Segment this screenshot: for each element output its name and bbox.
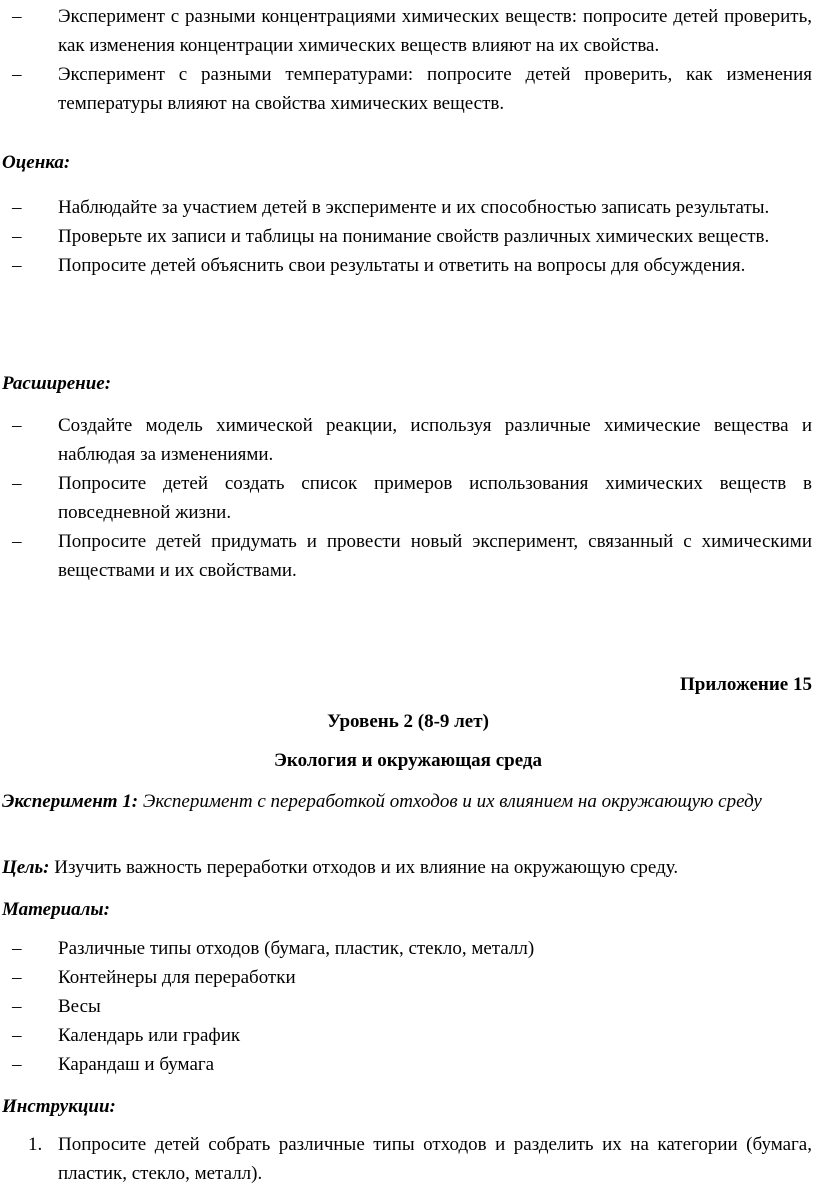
list-item-text: Весы (58, 996, 101, 1017)
list-item-text: Эксперимент с разными концентрациями химических веществ: попросите детей проверить, как изменения концентрации химических веществ влияют на их свойства. (58, 6, 812, 56)
goal-text: Изучить важность переработки отходов и их влияние на окружающую среду. (54, 857, 679, 878)
experiment-title: Эксперимент с переработкой отходов и их влиянием на окружающую среду (142, 791, 762, 812)
list-item (0, 1021, 816, 1050)
list-item (0, 992, 816, 1021)
list-item (0, 222, 816, 251)
dash-marker: – (12, 226, 22, 247)
instructions-heading: Инструкции: (2, 1096, 116, 1117)
dash-marker: – (12, 938, 22, 959)
list-item-text: Контейнеры для переработки (58, 967, 296, 988)
dash-marker: – (12, 64, 22, 85)
list-item (0, 251, 816, 280)
list-item (0, 469, 816, 527)
materials-heading: Материалы: (2, 899, 110, 920)
list-item (0, 2, 816, 60)
list-item-text: Попросите детей объяснить свои результаты и ответить на вопросы для обсуждения. (58, 255, 746, 276)
dash-marker: – (12, 255, 22, 276)
dash-marker: – (12, 473, 22, 494)
dash-marker: – (12, 996, 22, 1017)
list-item-text: Различные типы отходов (бумага, пластик, стекло, металл) (58, 938, 535, 959)
dash-marker: – (12, 531, 22, 552)
experiment-label: Эксперимент 1: (2, 791, 139, 812)
experiment-line (0, 787, 816, 816)
list-item-text: Проверьте их записи и таблицы на понимание свойств различных химических веществ. (58, 226, 770, 247)
dash-marker: – (12, 6, 22, 27)
dash-marker: – (12, 415, 22, 436)
list-item (0, 193, 816, 222)
list-number: 1. (28, 1134, 43, 1155)
topic-title: Экология и окружающая среда (274, 750, 542, 771)
goal-label: Цель: (2, 857, 50, 878)
top-list (0, 2, 816, 118)
dash-marker: – (12, 967, 22, 988)
goal-line (0, 853, 816, 882)
list-item-text: Создайте модель химической реакции, используя различные химические вещества и наблюдая за изменениями. (58, 415, 812, 465)
list-item (0, 411, 816, 469)
materials-list (0, 934, 816, 1079)
extension-list (0, 411, 816, 585)
list-item-text: Попросите детей собрать различные типы отходов и разделить их на категории (бумага, пластик, стекло, металл). (58, 1134, 812, 1184)
list-item-text: Попросите детей создать список примеров использования химических веществ в повседневной жизни. (58, 473, 812, 523)
list-item (0, 60, 816, 118)
list-item (0, 963, 816, 992)
list-item (0, 1050, 816, 1079)
appendix-label: Приложение 15 (679, 674, 812, 695)
dash-marker: – (12, 1025, 22, 1046)
dash-marker: – (12, 1054, 22, 1075)
instructions-list (0, 1130, 816, 1188)
assessment-heading: Оценка: (2, 152, 71, 173)
list-item (0, 934, 816, 963)
list-item-text: Попросите детей придумать и провести новый эксперимент, связанный с химическими веществами и их свойствами. (58, 531, 812, 581)
list-item-text: Карандаш и бумага (58, 1054, 215, 1075)
extension-heading: Расширение: (2, 373, 112, 394)
list-item (0, 527, 816, 585)
level-title: Уровень 2 (8-9 лет) (327, 711, 489, 732)
dash-marker: – (12, 197, 22, 218)
assessment-list (0, 193, 816, 280)
list-item-text: Эксперимент с разными температурами: попросите детей проверить, как изменения температуры влияют на свойства химических веществ. (58, 64, 812, 114)
list-item-text: Календарь или график (58, 1025, 241, 1046)
list-item-text: Наблюдайте за участием детей в эксперименте и их способностью записать результаты. (58, 197, 770, 218)
list-item (0, 1130, 816, 1188)
